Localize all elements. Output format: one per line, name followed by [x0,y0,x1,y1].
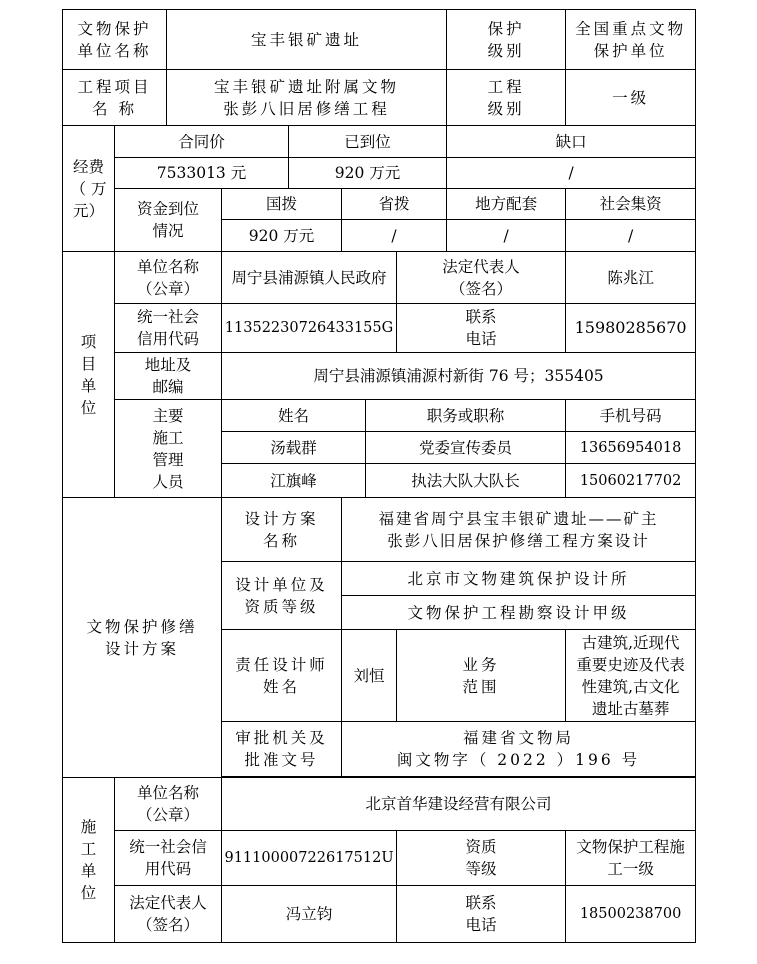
contractor-qualification: 文物保护工程施 工一级 [566,831,696,886]
provincial-amount: / [342,220,447,252]
received-amount: 920 万元 [289,158,447,189]
staff-header-name: 姓名 [222,400,366,432]
social-amount: / [566,220,696,252]
staff-name: 汤载群 [222,432,366,464]
contractor-label: 施 工 单 位 [63,778,115,943]
social-label: 社会集资 [566,189,696,220]
design-grade: 文物保护工程勘察设计甲级 [342,596,696,630]
project-unit-phone: 15980285670 [566,304,696,353]
staff-title: 执法大队大队长 [366,464,566,498]
contractor-rep: 冯立钧 [222,886,397,943]
staff-label: 主要 施工 管理 人员 [115,400,222,498]
project-name: 宝丰银矿遗址附属文物 张彭八旧居修缮工程 [167,70,447,126]
project-unit-address-label: 地址及 邮编 [115,353,222,400]
protection-level: 全国重点文物 保护单位 [566,10,696,70]
contractor-phone-label: 联系 电话 [397,886,566,943]
project-unit-name: 周宁县浦源镇人民政府 [222,252,397,304]
design-unit: 北京市文物建筑保护设计所 [342,562,696,596]
unit-name: 宝丰银矿遗址 [167,10,447,70]
contractor-credit-label: 统一社会信 用代码 [115,831,222,886]
received-label: 已到位 [289,126,447,158]
project-name-label: 工程项目 名 称 [63,70,167,126]
staff-phone: 15060217702 [566,464,696,498]
contractor-qual-label: 资质 等级 [397,831,566,886]
contractor-credit-code: 91110000722617512U [222,831,397,886]
national-amount: 920 万元 [222,220,342,252]
provincial-label: 省拨 [342,189,447,220]
staff-title: 党委宣传委员 [366,432,566,464]
design-plan-label: 设计方案 名称 [222,498,342,562]
project-level: 一级 [566,70,696,126]
business-scope: 古建筑,近现代 重要史迹及代表 性建筑,古文化 遗址古墓葬 [566,630,696,722]
project-unit-phone-label: 联系 电话 [397,304,566,353]
approval-label: 审批机关及 批准文号 [222,722,342,777]
contractor-unit: 北京首华建设经营有限公司 [222,778,696,831]
protection-level-label: 保护 级别 [447,10,566,70]
staff-phone: 13656954018 [566,432,696,464]
unit-name-label: 文物保护 单位名称 [63,10,167,70]
scope-label: 业务 范围 [397,630,566,722]
approval-number: 福建省文物局 闽文物字（ 2022 ）196 号 [342,722,696,777]
design-unit-label: 设计单位及 资质等级 [222,562,342,630]
design-label: 文物保护修缮 设计方案 [63,498,222,778]
designer-name: 刘恒 [342,630,397,722]
funding-label: 经费 （ 万 元） [63,126,115,252]
project-unit-rep: 陈兆江 [566,252,696,304]
project-level-label: 工程 级别 [447,70,566,126]
local-label: 地方配套 [447,189,566,220]
project-unit-address: 周宁县浦源镇浦源村新街 76 号；355405 [222,353,696,400]
fund-arrival-label: 资金到位 情况 [115,189,222,252]
national-label: 国拨 [222,189,342,220]
project-unit-label: 项 目 单 位 [63,252,115,498]
gap-label: 缺口 [447,126,696,158]
staff-header-phone: 手机号码 [566,400,696,432]
project-unit-rep-label: 法定代表人 （签名） [397,252,566,304]
project-unit-credit-label: 统一社会 信用代码 [115,304,222,353]
project-unit-credit-code: 11352230726433155G [222,304,397,353]
contract-price: 7533013 元 [115,158,289,189]
gap-amount: / [447,158,696,189]
staff-name: 江旗峰 [222,464,366,498]
local-amount: / [447,220,566,252]
contract-price-label: 合同价 [115,126,289,158]
designer-label: 责任设计师 姓名 [222,630,342,722]
contractor-rep-label: 法定代表人 （签名） [115,886,222,943]
design-plan-name: 福建省周宁县宝丰银矿遗址——矿主 张彭八旧居保护修缮工程方案设计 [342,498,696,562]
record-form [62,9,696,943]
staff-header-title: 职务或职称 [366,400,566,432]
project-unit-name-label: 单位名称 （公章） [115,252,222,304]
contractor-unit-label: 单位名称 （公章） [115,778,222,831]
contractor-phone: 18500238700 [566,886,696,943]
